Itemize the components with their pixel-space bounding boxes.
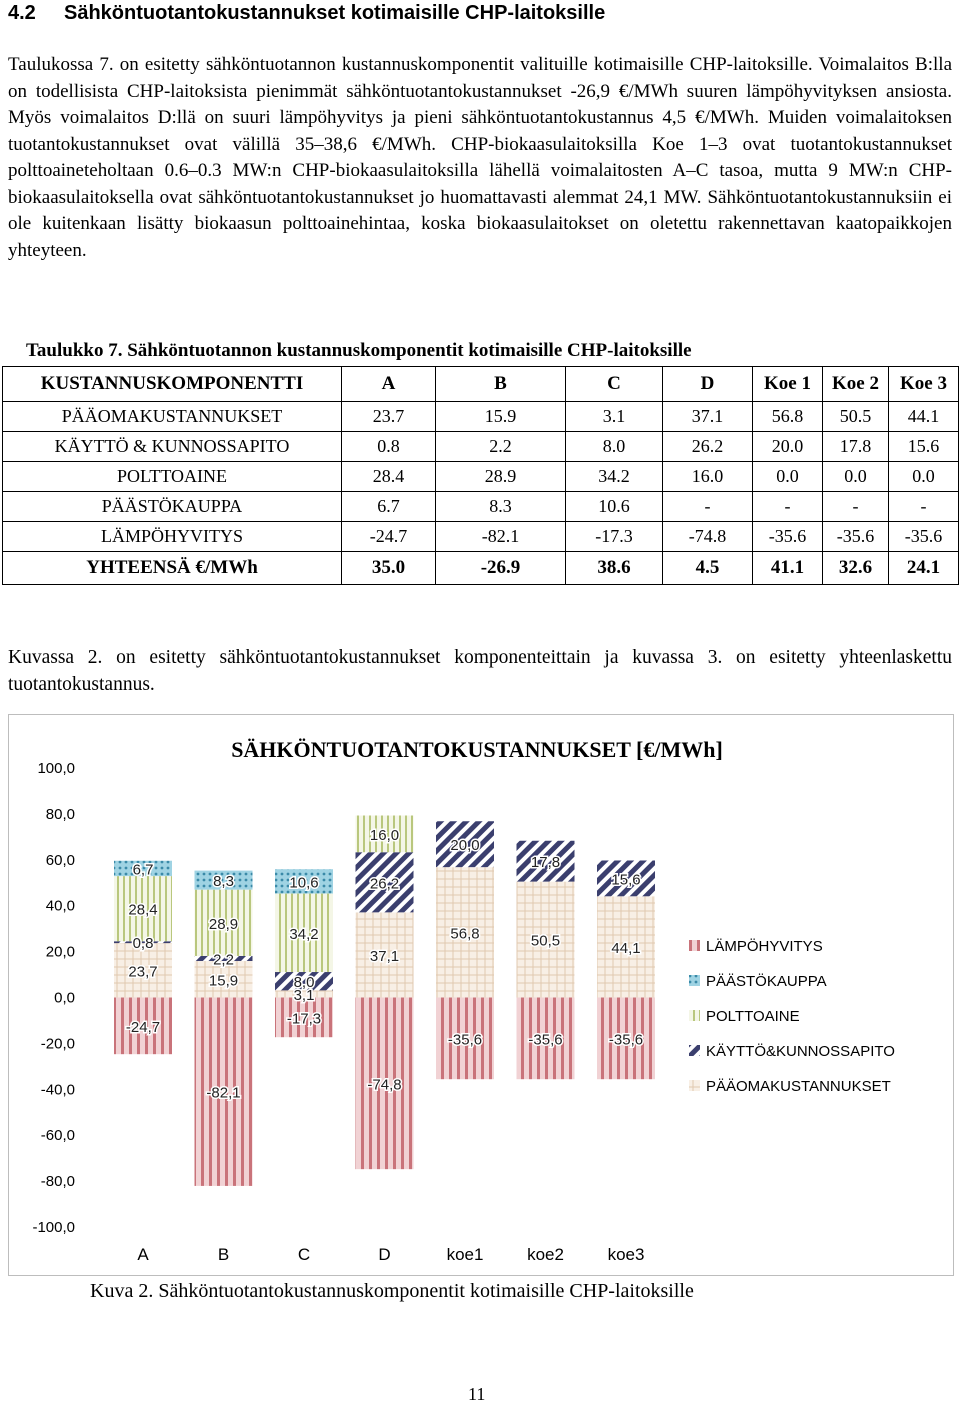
legend-swatch [689, 975, 700, 986]
page-number: 11 [468, 1384, 486, 1404]
x-category-label: B [217, 1245, 230, 1264]
x-category-label: A [137, 1245, 149, 1264]
table-cell: -82.1 [436, 522, 566, 552]
header-plant: Koe 2 [823, 367, 889, 402]
y-tick-label: 60,0 [45, 851, 75, 869]
legend-label: KÄYTTÖ&KUNNOSSAPITO [706, 1043, 895, 1060]
table-cell: - [823, 492, 889, 522]
table-cell: 0.0 [753, 462, 823, 492]
x-category-label: koe2 [527, 1245, 564, 1264]
table-caption: Taulukko 7. Sähköntuotannon kustannuskomponentit kotimaisille CHP-laitoksille [26, 340, 692, 361]
data-label: 10,6 [289, 874, 319, 892]
data-label: -35,6 [447, 1031, 483, 1049]
header-plant: Koe 3 [889, 367, 959, 402]
table-cell: 0.0 [889, 462, 959, 492]
total-label: YHTEENSÄ €/MWh [3, 552, 342, 585]
header-plant: A [342, 367, 436, 402]
data-label: -35,6 [608, 1031, 644, 1049]
table-cell: 50.5 [823, 402, 889, 432]
table-cell: 3.1 [566, 402, 663, 432]
table-cell: 15.9 [436, 402, 566, 432]
row-label: PÄÄSTÖKAUPPA [3, 492, 342, 522]
table-cell: 8.0 [566, 432, 663, 462]
data-label: 17,8 [530, 854, 561, 872]
legend-label: PÄÄSTÖKAUPPA [706, 973, 827, 990]
table-cell: 6.7 [342, 492, 436, 522]
table-cell: 20.0 [753, 432, 823, 462]
table-cell: 15.6 [889, 432, 959, 462]
row-label: POLTTOAINE [3, 462, 342, 492]
table-cell: 56.8 [753, 402, 823, 432]
stacked-bar-chart [9, 715, 953, 1275]
header-plant: C [566, 367, 663, 402]
data-label: 8,0 [293, 974, 315, 992]
table-cell: 8.3 [436, 492, 566, 522]
data-label: 28,9 [208, 915, 239, 933]
table-cell: - [889, 492, 959, 522]
total-cell: -26.9 [436, 552, 566, 585]
data-label: -24,7 [125, 1018, 161, 1036]
section-number: 4.2 [8, 2, 36, 24]
legend-swatch [689, 1045, 700, 1056]
data-label: 2,2 [213, 951, 234, 969]
table-cell: 23.7 [342, 402, 436, 432]
table-cell: 28.9 [436, 462, 566, 492]
y-tick-label: 20,0 [45, 943, 75, 961]
data-label: 37,1 [369, 947, 400, 965]
legend-label: PÄÄOMAKUSTANNUKSET [706, 1078, 891, 1095]
data-label: 16,0 [369, 826, 400, 844]
total-cell: 38.6 [566, 552, 663, 585]
x-category-label: koe3 [607, 1245, 645, 1264]
data-label: 15,6 [611, 871, 641, 889]
chart-title: SÄHKÖNTUOTANTOKUSTANNUKSET [€/MWh] [231, 737, 723, 762]
x-category-label: D [378, 1245, 391, 1264]
table-header-row [3, 367, 959, 402]
data-label: 56,8 [450, 925, 480, 943]
legend-label: POLTTOAINE [706, 1008, 800, 1025]
table-cell: - [753, 492, 823, 522]
data-label: 28,4 [128, 901, 158, 919]
cost-components-table [2, 366, 959, 585]
table-row [3, 462, 959, 492]
data-label: 3,1 [293, 986, 315, 1004]
table-row [3, 402, 959, 432]
x-category-label: koe1 [446, 1245, 484, 1264]
header-component: KUSTANNUSKOMPONENTTI [3, 367, 342, 402]
total-cell: 4.5 [663, 552, 753, 585]
x-category-label: C [297, 1245, 311, 1264]
total-cell: 35.0 [342, 552, 436, 585]
paragraph-intro: Taulukossa 7. on esitetty sähköntuotannon kustannuskomponentit valituille kotimaisille CHP-laitoksille. Voimalaitos B:lla on todellisista CHP-laitoksista pienimmät sähköntuotantokustannukset -26,9 €/MWh suuren lämpöhyvityksen ansiosta. Myös voimalaitos D:llä on suuri lämpöhyvitys ja pieni sähköntuotantokustannus 4,5 €/MWh. Muiden voimalaitoksen tuotantokustannukset ovat välillä 35–38,6 €/MWh. CHP-biokaasulaitoksilla Koe 1–3 ovat tuotantokustannukset polttoaineteholtaan 0.6–0.3 MW:n CHP-biokaasulaitoksilla lähellä voimalaitosten A–C tasoa, mutta 9 MW:n CHP-biokaasulaitoksella ovat sähköntuotantokustannukset jo huomattavasti alemmat 24,1 MW. Sähköntuotantokustannuksiin ei ole kuitenkaan lisätty biokaasun polttoainehintaa, koska biokaasulaitokset on oletettu rakennettavan kaatopaikkojen yhteyteen. [8, 54, 952, 261]
data-label: 15,9 [208, 972, 239, 990]
table-cell: 10.6 [566, 492, 663, 522]
section-heading [8, 2, 605, 25]
y-tick-label: 100,0 [37, 760, 75, 777]
data-label: 34,2 [289, 925, 319, 943]
table-cell: -74.8 [663, 522, 753, 552]
legend-swatch [689, 1010, 700, 1021]
header-plant: Koe 1 [753, 367, 823, 402]
table-row [3, 432, 959, 462]
data-label: -17,3 [286, 1010, 322, 1028]
data-label: 50,5 [530, 932, 561, 950]
data-label: -74,8 [367, 1076, 402, 1094]
data-label: -82,1 [206, 1084, 241, 1102]
figure-caption: Kuva 2. Sähköntuotantokustannuskomponentit kotimaisille CHP-laitoksille [90, 1280, 694, 1302]
table-total-row [3, 552, 959, 585]
table-cell: 0.0 [823, 462, 889, 492]
table-cell: 17.8 [823, 432, 889, 462]
table-cell: -35.6 [889, 522, 959, 552]
total-cell: 24.1 [889, 552, 959, 585]
table-cell: 26.2 [663, 432, 753, 462]
y-tick-label: -80,0 [40, 1173, 75, 1191]
table-cell: 44.1 [889, 402, 959, 432]
y-tick-label: -40,0 [40, 1081, 75, 1099]
table-cell: 28.4 [342, 462, 436, 492]
table-cell: 16.0 [663, 462, 753, 492]
row-label: KÄYTTÖ & KUNNOSSAPITO [3, 432, 342, 462]
section-title: Sähköntuotantokustannukset kotimaisille CHP-laitoksille [64, 2, 606, 24]
table-cell: -24.7 [342, 522, 436, 552]
y-tick-label: 40,0 [45, 897, 75, 915]
table-cell: - [663, 492, 753, 522]
paragraph-figure-reference: Kuvassa 2. on esitetty sähköntuotantokustannukset komponenteittain ja kuvassa 3. on esitetty yhteenlaskettu tuotantokustannus. [8, 647, 952, 695]
data-label: 6,7 [132, 861, 154, 879]
header-plant: D [663, 367, 753, 402]
y-tick-label: 80,0 [45, 805, 75, 823]
legend-label: LÄMPÖHYVITYS [706, 938, 823, 955]
table-cell: -17.3 [566, 522, 663, 552]
data-label: -35,6 [528, 1031, 563, 1049]
table-cell: 2.2 [436, 432, 566, 462]
legend-swatch [689, 940, 700, 951]
data-label: 8,3 [213, 873, 234, 891]
y-tick-label: -20,0 [40, 1035, 75, 1053]
total-cell: 41.1 [753, 552, 823, 585]
chart-frame [8, 714, 954, 1276]
y-tick-label: -100,0 [32, 1219, 75, 1236]
table-row [3, 522, 959, 552]
row-label: LÄMPÖHYVITYS [3, 522, 342, 552]
legend-swatch [689, 1080, 700, 1091]
table-cell: -35.6 [753, 522, 823, 552]
data-label: 20,0 [450, 837, 480, 855]
y-tick-label: 0,0 [54, 989, 75, 1007]
table-cell: -35.6 [823, 522, 889, 552]
row-label: PÄÄOMAKUSTANNUKSET [3, 402, 342, 432]
table-cell: 34.2 [566, 462, 663, 492]
table-cell: 0.8 [342, 432, 436, 462]
y-tick-label: -60,0 [40, 1127, 75, 1145]
total-cell: 32.6 [823, 552, 889, 585]
header-plant: B [436, 367, 566, 402]
table-cell: 37.1 [663, 402, 753, 432]
data-label: 26,2 [369, 875, 400, 893]
data-label: 0,8 [132, 935, 154, 953]
data-label: 44,1 [611, 939, 641, 957]
table-row [3, 492, 959, 522]
data-label: 23,7 [128, 963, 158, 981]
